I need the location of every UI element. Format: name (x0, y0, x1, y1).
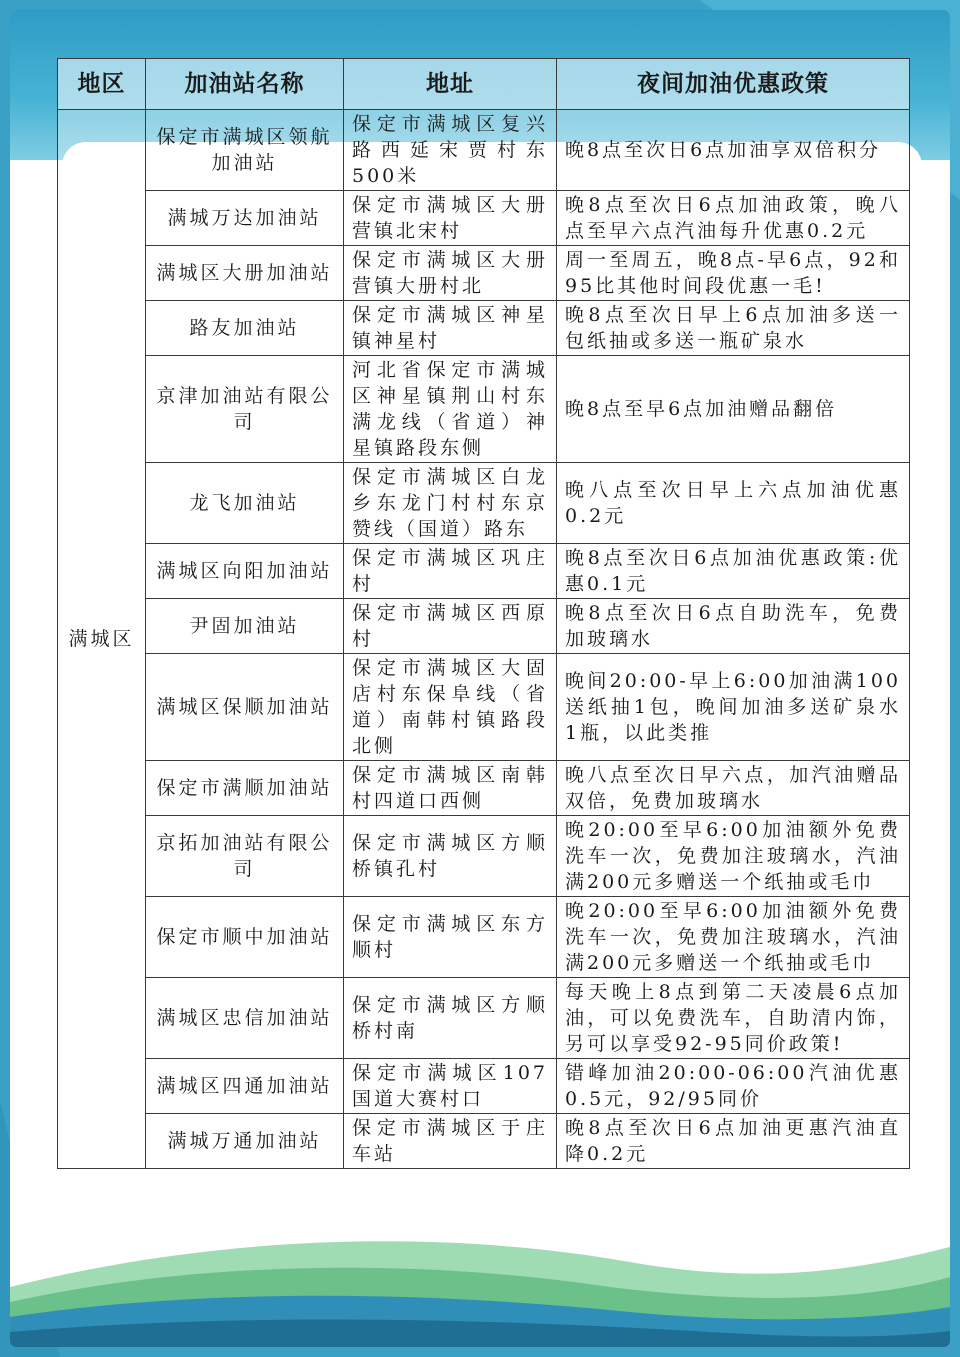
document-page (10, 10, 950, 1347)
policy-cell: 晚8点至次日早上6点加油多送一包纸抽或多送一瓶矿泉水 (557, 301, 910, 356)
address-cell: 保定市满城区方顺桥村南 (344, 978, 557, 1059)
address-cell: 保定市满城区大册营镇北宋村 (344, 191, 557, 246)
header-night-policy: 夜间加油优惠政策 (557, 59, 910, 110)
table-row (58, 246, 910, 301)
table-row (58, 191, 910, 246)
policy-cell: 周一至周五，晚8点-早6点，92和95比其他时间段优惠一毛! (557, 246, 910, 301)
table-row (58, 463, 910, 544)
address-cell: 保定市满城区大固店村东保阜线（省道）南韩村镇路段北侧 (344, 654, 557, 761)
policy-cell: 晚8点至次日6点加油政策，晚八点至早六点汽油每升优惠0.2元 (557, 191, 910, 246)
policy-cell: 晚8点至次日6点加油更惠汽油直降0.2元 (557, 1114, 910, 1169)
policy-cell: 晚20:00至早6:00加油额外免费洗车一次，免费加注玻璃水，汽油满200元多赠送一个纸抽或毛巾 (557, 897, 910, 978)
station-name-cell: 满城区忠信加油站 (146, 978, 344, 1059)
station-name-cell: 保定市顺中加油站 (146, 897, 344, 978)
address-cell: 保定市满城区神星镇神星村 (344, 301, 557, 356)
address-cell: 保定市满城区大册营镇大册村北 (344, 246, 557, 301)
table-row (58, 816, 910, 897)
policy-cell: 晚八点至次日早六点，加汽油赠品双倍，免费加玻璃水 (557, 761, 910, 816)
table-row (58, 761, 910, 816)
station-name-cell: 龙飞加油站 (146, 463, 344, 544)
policy-cell: 错峰加油20:00-06:00汽油优惠0.5元，92/95同价 (557, 1059, 910, 1114)
station-name-cell: 满城区向阳加油站 (146, 544, 344, 599)
table-body (58, 110, 910, 1169)
policy-cell: 晚8点至次日6点加油享双倍积分 (557, 110, 910, 191)
station-name-cell: 满城区四通加油站 (146, 1059, 344, 1114)
table-row (58, 654, 910, 761)
table-row (58, 356, 910, 463)
table-row (58, 599, 910, 654)
policy-cell: 晚间20:00-早上6:00加油满100送纸抽1包，晚间加油多送矿泉水1瓶，以此类推 (557, 654, 910, 761)
decorative-wave (10, 1207, 950, 1347)
table-row (58, 1114, 910, 1169)
address-cell: 保定市满城区方顺桥镇孔村 (344, 816, 557, 897)
station-name-cell: 京拓加油站有限公司 (146, 816, 344, 897)
region-cell: 满城区 (58, 110, 146, 1169)
station-name-cell: 保定市满顺加油站 (146, 761, 344, 816)
station-name-cell: 京津加油站有限公司 (146, 356, 344, 463)
policy-cell: 晚8点至次日6点加油优惠政策:优惠0.1元 (557, 544, 910, 599)
address-cell: 保定市满城区东方顺村 (344, 897, 557, 978)
policy-cell: 晚八点至次日早上六点加油优惠0.2元 (557, 463, 910, 544)
address-cell: 保定市满城区白龙乡东龙门村村东京赞线（国道）路东 (344, 463, 557, 544)
table-row (58, 544, 910, 599)
address-cell: 保定市满城区南韩村四道口西侧 (344, 761, 557, 816)
policy-cell: 晚8点至次日6点自助洗车，免费加玻璃水 (557, 599, 910, 654)
table-row (58, 110, 910, 191)
policy-cell: 晚8点至早6点加油赠品翻倍 (557, 356, 910, 463)
address-cell: 保定市满城区107国道大赛村口 (344, 1059, 557, 1114)
address-cell: 河北省保定市满城区神星镇荆山村东满龙线（省道）神星镇路段东侧 (344, 356, 557, 463)
station-name-cell: 满城区大册加油站 (146, 246, 344, 301)
table-row (58, 301, 910, 356)
address-cell: 保定市满城区巩庄村 (344, 544, 557, 599)
table-row (58, 978, 910, 1059)
gas-station-table (57, 58, 910, 1169)
header-station-name: 加油站名称 (146, 59, 344, 110)
station-name-cell: 满城万达加油站 (146, 191, 344, 246)
address-cell: 保定市满城区复兴路西延宋贾村东500米 (344, 110, 557, 191)
table-row (58, 897, 910, 978)
header-address: 地址 (344, 59, 557, 110)
station-name-cell: 满城万通加油站 (146, 1114, 344, 1169)
station-name-cell: 保定市满城区领航加油站 (146, 110, 344, 191)
header-region: 地区 (58, 59, 146, 110)
station-name-cell: 路友加油站 (146, 301, 344, 356)
station-name-cell: 满城区保顺加油站 (146, 654, 344, 761)
table-row (58, 1059, 910, 1114)
address-cell: 保定市满城区于庄车站 (344, 1114, 557, 1169)
station-name-cell: 尹固加油站 (146, 599, 344, 654)
address-cell: 保定市满城区西原村 (344, 599, 557, 654)
policy-cell: 每天晚上8点到第二天凌晨6点加油，可以免费洗车，自助清内饰，另可以享受92-95同价政策! (557, 978, 910, 1059)
policy-cell: 晚20:00至早6:00加油额外免费洗车一次，免费加注玻璃水，汽油满200元多赠送一个纸抽或毛巾 (557, 816, 910, 897)
table-header-row (58, 59, 910, 110)
